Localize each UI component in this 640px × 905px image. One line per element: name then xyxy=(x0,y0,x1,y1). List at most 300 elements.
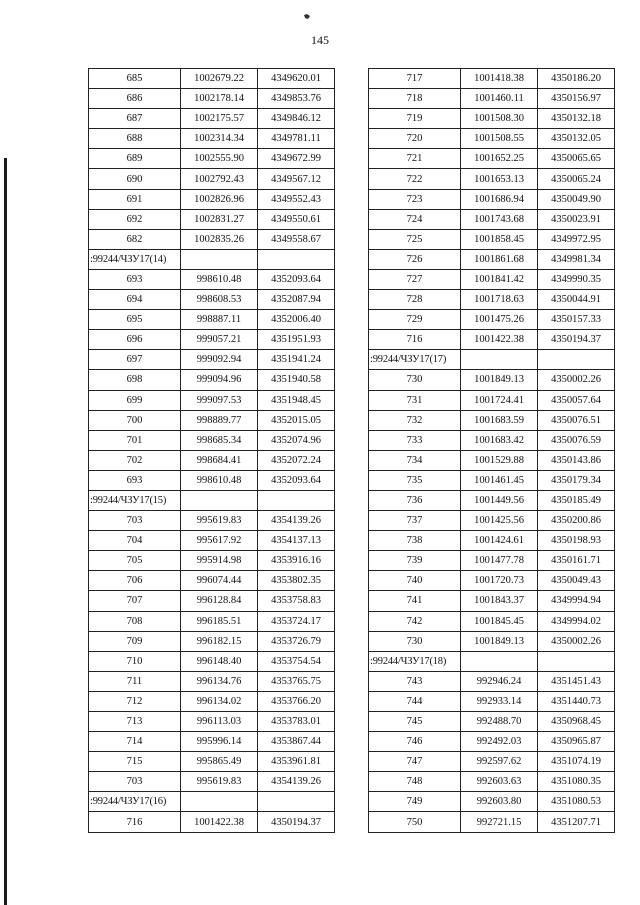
coordinate-row xyxy=(89,89,335,109)
coordinate-row xyxy=(89,430,335,450)
x-coordinate-cell: 1001424.61 xyxy=(461,531,538,551)
coordinate-row xyxy=(369,129,615,149)
parcel-id-cell: :99244/ЧЗУ17(15) xyxy=(89,490,181,510)
parcel-header-row xyxy=(369,350,615,370)
coordinate-row xyxy=(369,109,615,129)
x-coordinate-cell: 998608.53 xyxy=(181,290,258,310)
point-number-cell: 716 xyxy=(369,330,461,350)
y-coordinate-cell: 4350065.65 xyxy=(538,149,615,169)
coordinate-row xyxy=(369,229,615,249)
point-number-cell: 736 xyxy=(369,490,461,510)
point-number-cell: 738 xyxy=(369,531,461,551)
x-coordinate-cell: 998685.34 xyxy=(181,430,258,450)
coordinate-row xyxy=(89,330,335,350)
coordinate-row xyxy=(89,269,335,289)
y-coordinate-cell: 4350065.24 xyxy=(538,169,615,189)
y-coordinate-cell: 4351951.93 xyxy=(258,330,335,350)
x-coordinate-cell: 1001720.73 xyxy=(461,571,538,591)
y-coordinate-cell: 4349853.76 xyxy=(258,89,335,109)
y-coordinate-cell: 4351074.19 xyxy=(538,752,615,772)
coordinate-row xyxy=(89,611,335,631)
point-number-cell: 725 xyxy=(369,229,461,249)
point-number-cell: 734 xyxy=(369,450,461,470)
y-coordinate-cell: 4352093.64 xyxy=(258,470,335,490)
coordinate-row xyxy=(89,410,335,430)
y-coordinate-cell: 4350198.93 xyxy=(538,531,615,551)
x-coordinate-cell: 1001849.13 xyxy=(461,370,538,390)
y-coordinate-cell: 4353783.01 xyxy=(258,712,335,732)
coordinate-row xyxy=(369,169,615,189)
y-coordinate-cell: 4353802.35 xyxy=(258,571,335,591)
point-number-cell: 724 xyxy=(369,209,461,229)
coordinate-row xyxy=(369,310,615,330)
x-coordinate-cell: 1002826.96 xyxy=(181,189,258,209)
coordinate-row xyxy=(369,290,615,310)
coordinate-row xyxy=(89,591,335,611)
point-number-cell: 717 xyxy=(369,69,461,89)
empty-cell xyxy=(258,792,335,812)
x-coordinate-cell: 996134.02 xyxy=(181,691,258,711)
point-number-cell: 685 xyxy=(89,69,181,89)
point-number-cell: 712 xyxy=(89,691,181,711)
x-coordinate-cell: 992603.63 xyxy=(461,772,538,792)
x-coordinate-cell: 992603.80 xyxy=(461,792,538,812)
point-number-cell: 716 xyxy=(89,812,181,832)
coordinates-table-left xyxy=(88,68,335,833)
y-coordinate-cell: 4353724.17 xyxy=(258,611,335,631)
y-coordinate-cell: 4352072.24 xyxy=(258,450,335,470)
y-coordinate-cell: 4350143.86 xyxy=(538,450,615,470)
point-number-cell: 697 xyxy=(89,350,181,370)
coordinate-row xyxy=(369,209,615,229)
coordinate-row xyxy=(369,189,615,209)
point-number-cell: 707 xyxy=(89,591,181,611)
y-coordinate-cell: 4352093.64 xyxy=(258,269,335,289)
page-number: 145 xyxy=(311,33,329,47)
point-number-cell: 704 xyxy=(89,531,181,551)
x-coordinate-cell: 1002835.26 xyxy=(181,229,258,249)
y-coordinate-cell: 4350049.90 xyxy=(538,189,615,209)
y-coordinate-cell: 4350132.05 xyxy=(538,129,615,149)
coordinate-row xyxy=(89,189,335,209)
x-coordinate-cell: 1001718.63 xyxy=(461,290,538,310)
coordinate-row xyxy=(369,370,615,390)
coordinate-row xyxy=(369,752,615,772)
point-number-cell: 701 xyxy=(89,430,181,450)
coordinate-row xyxy=(369,269,615,289)
y-coordinate-cell: 4349781.11 xyxy=(258,129,335,149)
point-number-cell: 708 xyxy=(89,611,181,631)
x-coordinate-cell: 996182.15 xyxy=(181,631,258,651)
x-coordinate-cell: 996148.40 xyxy=(181,651,258,671)
point-number-cell: 705 xyxy=(89,551,181,571)
coordinate-row xyxy=(89,149,335,169)
empty-cell xyxy=(538,651,615,671)
point-number-cell: 732 xyxy=(369,410,461,430)
coordinate-row xyxy=(369,732,615,752)
x-coordinate-cell: 1001475.26 xyxy=(461,310,538,330)
y-coordinate-cell: 4351080.53 xyxy=(538,792,615,812)
coordinate-row xyxy=(89,571,335,591)
point-number-cell: 702 xyxy=(89,450,181,470)
y-coordinate-cell: 4350076.59 xyxy=(538,430,615,450)
x-coordinate-cell: 1001422.38 xyxy=(181,812,258,832)
coordinate-row xyxy=(89,631,335,651)
x-coordinate-cell: 1001449.56 xyxy=(461,490,538,510)
coordinate-row xyxy=(89,511,335,531)
coordinate-row xyxy=(369,430,615,450)
point-number-cell: 696 xyxy=(89,330,181,350)
point-number-cell: 727 xyxy=(369,269,461,289)
x-coordinate-cell: 992597.62 xyxy=(461,752,538,772)
y-coordinate-cell: 4352006.40 xyxy=(258,310,335,330)
x-coordinate-cell: 1001653.13 xyxy=(461,169,538,189)
point-number-cell: 739 xyxy=(369,551,461,571)
coordinate-row xyxy=(369,410,615,430)
y-coordinate-cell: 4351948.45 xyxy=(258,390,335,410)
x-coordinate-cell: 995865.49 xyxy=(181,752,258,772)
x-coordinate-cell: 1002792.43 xyxy=(181,169,258,189)
point-number-cell: 730 xyxy=(369,370,461,390)
coordinate-row xyxy=(369,591,615,611)
coordinate-row xyxy=(89,350,335,370)
empty-cell xyxy=(181,792,258,812)
coordinate-row xyxy=(89,390,335,410)
y-coordinate-cell: 4353916.16 xyxy=(258,551,335,571)
point-number-cell: 688 xyxy=(89,129,181,149)
x-coordinate-cell: 998610.48 xyxy=(181,269,258,289)
point-number-cell: 730 xyxy=(369,631,461,651)
point-number-cell: 711 xyxy=(89,671,181,691)
coordinate-row xyxy=(89,772,335,792)
x-coordinate-cell: 1001845.45 xyxy=(461,611,538,631)
coordinate-row xyxy=(89,752,335,772)
x-coordinate-cell: 992933.14 xyxy=(461,691,538,711)
coordinate-row xyxy=(369,611,615,631)
coordinate-row xyxy=(89,169,335,189)
x-coordinate-cell: 1001686.94 xyxy=(461,189,538,209)
x-coordinate-cell: 1002178.14 xyxy=(181,89,258,109)
point-number-cell: 693 xyxy=(89,269,181,289)
x-coordinate-cell: 995996.14 xyxy=(181,732,258,752)
x-coordinate-cell: 999097.53 xyxy=(181,390,258,410)
point-number-cell: 690 xyxy=(89,169,181,189)
point-number-cell: 710 xyxy=(89,651,181,671)
x-coordinate-cell: 1001849.13 xyxy=(461,631,538,651)
point-number-cell: 722 xyxy=(369,169,461,189)
x-coordinate-cell: 998889.77 xyxy=(181,410,258,430)
point-number-cell: 692 xyxy=(89,209,181,229)
x-coordinate-cell: 995619.83 xyxy=(181,772,258,792)
y-coordinate-cell: 4353765.75 xyxy=(258,671,335,691)
point-number-cell: 703 xyxy=(89,511,181,531)
coordinate-row xyxy=(89,691,335,711)
x-coordinate-cell: 1001460.11 xyxy=(461,89,538,109)
empty-cell xyxy=(461,350,538,370)
point-number-cell: 693 xyxy=(89,470,181,490)
x-coordinate-cell: 1001461.45 xyxy=(461,470,538,490)
x-coordinate-cell: 992721.15 xyxy=(461,812,538,832)
y-coordinate-cell: 4351941.24 xyxy=(258,350,335,370)
point-number-cell: 714 xyxy=(89,732,181,752)
x-coordinate-cell: 1002831.27 xyxy=(181,209,258,229)
x-coordinate-cell: 1001508.55 xyxy=(461,129,538,149)
y-coordinate-cell: 4353961.81 xyxy=(258,752,335,772)
y-coordinate-cell: 4350968.45 xyxy=(538,712,615,732)
coordinate-row xyxy=(369,390,615,410)
point-number-cell: 740 xyxy=(369,571,461,591)
coordinate-row xyxy=(369,691,615,711)
parcel-id-cell: :99244/ЧЗУ17(17) xyxy=(369,350,461,370)
y-coordinate-cell: 4350002.26 xyxy=(538,370,615,390)
point-number-cell: 747 xyxy=(369,752,461,772)
x-coordinate-cell: 992492.03 xyxy=(461,732,538,752)
y-coordinate-cell: 4353754.54 xyxy=(258,651,335,671)
point-number-cell: 689 xyxy=(89,149,181,169)
point-number-cell: 743 xyxy=(369,671,461,691)
coordinate-row xyxy=(369,671,615,691)
y-coordinate-cell: 4349981.34 xyxy=(538,249,615,269)
y-coordinate-cell: 4354139.26 xyxy=(258,511,335,531)
empty-cell xyxy=(258,490,335,510)
empty-cell xyxy=(181,249,258,269)
x-coordinate-cell: 998610.48 xyxy=(181,470,258,490)
empty-cell xyxy=(258,249,335,269)
y-coordinate-cell: 4350049.43 xyxy=(538,571,615,591)
y-coordinate-cell: 4350965.87 xyxy=(538,732,615,752)
y-coordinate-cell: 4354137.13 xyxy=(258,531,335,551)
y-coordinate-cell: 4350179.34 xyxy=(538,470,615,490)
y-coordinate-cell: 4353758.83 xyxy=(258,591,335,611)
point-number-cell: 745 xyxy=(369,712,461,732)
point-number-cell: 733 xyxy=(369,430,461,450)
x-coordinate-cell: 1001858.45 xyxy=(461,229,538,249)
y-coordinate-cell: 4350185.49 xyxy=(538,490,615,510)
coordinate-row xyxy=(89,129,335,149)
x-coordinate-cell: 1001418.38 xyxy=(461,69,538,89)
coordinate-row xyxy=(89,732,335,752)
x-coordinate-cell: 992946.24 xyxy=(461,671,538,691)
y-coordinate-cell: 4351080.35 xyxy=(538,772,615,792)
x-coordinate-cell: 996134.76 xyxy=(181,671,258,691)
y-coordinate-cell: 4349550.61 xyxy=(258,209,335,229)
y-coordinate-cell: 4352015.05 xyxy=(258,410,335,430)
point-number-cell: 703 xyxy=(89,772,181,792)
empty-cell xyxy=(181,490,258,510)
coordinate-row xyxy=(89,109,335,129)
point-number-cell: 695 xyxy=(89,310,181,330)
x-coordinate-cell: 1001861.68 xyxy=(461,249,538,269)
y-coordinate-cell: 4349558.67 xyxy=(258,229,335,249)
coordinate-row xyxy=(369,531,615,551)
coordinate-row xyxy=(89,290,335,310)
x-coordinate-cell: 998684.41 xyxy=(181,450,258,470)
coordinate-row xyxy=(89,209,335,229)
coordinate-row xyxy=(369,249,615,269)
point-number-cell: 718 xyxy=(369,89,461,109)
point-number-cell: 682 xyxy=(89,229,181,249)
point-number-cell: 709 xyxy=(89,631,181,651)
y-coordinate-cell: 4350057.64 xyxy=(538,390,615,410)
point-number-cell: 744 xyxy=(369,691,461,711)
coordinate-row xyxy=(369,571,615,591)
y-coordinate-cell: 4349567.12 xyxy=(258,169,335,189)
y-coordinate-cell: 4349846.12 xyxy=(258,109,335,129)
coordinate-row xyxy=(89,551,335,571)
parcel-header-row xyxy=(89,792,335,812)
x-coordinate-cell: 995617.92 xyxy=(181,531,258,551)
x-coordinate-cell: 1001843.37 xyxy=(461,591,538,611)
x-coordinate-cell: 999094.96 xyxy=(181,370,258,390)
y-coordinate-cell: 4350194.37 xyxy=(538,330,615,350)
y-coordinate-cell: 4350156.97 xyxy=(538,89,615,109)
point-number-cell: 741 xyxy=(369,591,461,611)
x-coordinate-cell: 1001841.42 xyxy=(461,269,538,289)
y-coordinate-cell: 4352074.96 xyxy=(258,430,335,450)
point-number-cell: 735 xyxy=(369,470,461,490)
coordinate-row xyxy=(89,69,335,89)
coordinate-row xyxy=(89,671,335,691)
point-number-cell: 720 xyxy=(369,129,461,149)
x-coordinate-cell: 1001743.68 xyxy=(461,209,538,229)
scan-speck-icon xyxy=(303,14,311,20)
y-coordinate-cell: 4351440.73 xyxy=(538,691,615,711)
x-coordinate-cell: 1001529.88 xyxy=(461,450,538,470)
y-coordinate-cell: 4354139.26 xyxy=(258,772,335,792)
coordinate-row xyxy=(89,450,335,470)
point-number-cell: 691 xyxy=(89,189,181,209)
point-number-cell: 700 xyxy=(89,410,181,430)
coordinate-row xyxy=(369,450,615,470)
coordinate-row xyxy=(369,470,615,490)
x-coordinate-cell: 1001425.56 xyxy=(461,511,538,531)
coordinate-row xyxy=(369,712,615,732)
x-coordinate-cell: 996074.44 xyxy=(181,571,258,591)
parcel-id-cell: :99244/ЧЗУ17(14) xyxy=(89,249,181,269)
x-coordinate-cell: 996128.84 xyxy=(181,591,258,611)
y-coordinate-cell: 4350186.20 xyxy=(538,69,615,89)
scan-edge-bar xyxy=(4,158,7,905)
point-number-cell: 737 xyxy=(369,511,461,531)
point-number-cell: 719 xyxy=(369,109,461,129)
y-coordinate-cell: 4349990.35 xyxy=(538,269,615,289)
y-coordinate-cell: 4350023.91 xyxy=(538,209,615,229)
point-number-cell: 726 xyxy=(369,249,461,269)
y-coordinate-cell: 4353726.79 xyxy=(258,631,335,651)
coordinate-row xyxy=(89,651,335,671)
x-coordinate-cell: 992488.70 xyxy=(461,712,538,732)
x-coordinate-cell: 996113.03 xyxy=(181,712,258,732)
y-coordinate-cell: 4349994.02 xyxy=(538,611,615,631)
coordinate-row xyxy=(369,772,615,792)
y-coordinate-cell: 4351207.71 xyxy=(538,812,615,832)
point-number-cell: 698 xyxy=(89,370,181,390)
x-coordinate-cell: 995914.98 xyxy=(181,551,258,571)
point-number-cell: 742 xyxy=(369,611,461,631)
x-coordinate-cell: 1002175.57 xyxy=(181,109,258,129)
parcel-header-row xyxy=(369,651,615,671)
y-coordinate-cell: 4351940.58 xyxy=(258,370,335,390)
y-coordinate-cell: 4352087.94 xyxy=(258,290,335,310)
y-coordinate-cell: 4349972.95 xyxy=(538,229,615,249)
coordinate-row xyxy=(89,812,335,832)
y-coordinate-cell: 4350200.86 xyxy=(538,511,615,531)
coordinate-row xyxy=(369,812,615,832)
point-number-cell: 746 xyxy=(369,732,461,752)
coordinate-row xyxy=(369,69,615,89)
x-coordinate-cell: 998887.11 xyxy=(181,310,258,330)
x-coordinate-cell: 1001652.25 xyxy=(461,149,538,169)
point-number-cell: 729 xyxy=(369,310,461,330)
y-coordinate-cell: 4351451.43 xyxy=(538,671,615,691)
y-coordinate-cell: 4349620.01 xyxy=(258,69,335,89)
y-coordinate-cell: 4353766.20 xyxy=(258,691,335,711)
point-number-cell: 749 xyxy=(369,792,461,812)
point-number-cell: 706 xyxy=(89,571,181,591)
coordinate-row xyxy=(89,229,335,249)
empty-cell xyxy=(538,350,615,370)
coordinate-row xyxy=(89,712,335,732)
x-coordinate-cell: 1001477.78 xyxy=(461,551,538,571)
coordinate-row xyxy=(369,490,615,510)
x-coordinate-cell: 1001422.38 xyxy=(461,330,538,350)
point-number-cell: 750 xyxy=(369,812,461,832)
point-number-cell: 723 xyxy=(369,189,461,209)
x-coordinate-cell: 996185.51 xyxy=(181,611,258,631)
point-number-cell: 713 xyxy=(89,712,181,732)
point-number-cell: 721 xyxy=(369,149,461,169)
point-number-cell: 731 xyxy=(369,390,461,410)
coordinate-row xyxy=(369,792,615,812)
parcel-header-row xyxy=(89,490,335,510)
x-coordinate-cell: 999092.94 xyxy=(181,350,258,370)
y-coordinate-cell: 4350132.18 xyxy=(538,109,615,129)
point-number-cell: 728 xyxy=(369,290,461,310)
y-coordinate-cell: 4350002.26 xyxy=(538,631,615,651)
parcel-id-cell: :99244/ЧЗУ17(16) xyxy=(89,792,181,812)
y-coordinate-cell: 4350157.33 xyxy=(538,310,615,330)
x-coordinate-cell: 1001508.30 xyxy=(461,109,538,129)
y-coordinate-cell: 4350044.91 xyxy=(538,290,615,310)
coordinate-row xyxy=(369,511,615,531)
point-number-cell: 687 xyxy=(89,109,181,129)
y-coordinate-cell: 4349672.99 xyxy=(258,149,335,169)
point-number-cell: 694 xyxy=(89,290,181,310)
y-coordinate-cell: 4349994.94 xyxy=(538,591,615,611)
point-number-cell: 699 xyxy=(89,390,181,410)
empty-cell xyxy=(461,651,538,671)
coordinate-row xyxy=(369,89,615,109)
x-coordinate-cell: 1001724.41 xyxy=(461,390,538,410)
x-coordinate-cell: 999057.21 xyxy=(181,330,258,350)
coordinate-row xyxy=(89,531,335,551)
point-number-cell: 686 xyxy=(89,89,181,109)
x-coordinate-cell: 1002679.22 xyxy=(181,69,258,89)
parcel-header-row xyxy=(89,249,335,269)
coordinate-row xyxy=(369,149,615,169)
x-coordinate-cell: 1002555.90 xyxy=(181,149,258,169)
coordinate-row xyxy=(369,631,615,651)
x-coordinate-cell: 1001683.42 xyxy=(461,430,538,450)
y-coordinate-cell: 4350161.71 xyxy=(538,551,615,571)
coordinate-row xyxy=(369,551,615,571)
y-coordinate-cell: 4349552.43 xyxy=(258,189,335,209)
coordinate-row xyxy=(89,370,335,390)
x-coordinate-cell: 995619.83 xyxy=(181,511,258,531)
point-number-cell: 748 xyxy=(369,772,461,792)
y-coordinate-cell: 4350076.51 xyxy=(538,410,615,430)
y-coordinate-cell: 4350194.37 xyxy=(258,812,335,832)
